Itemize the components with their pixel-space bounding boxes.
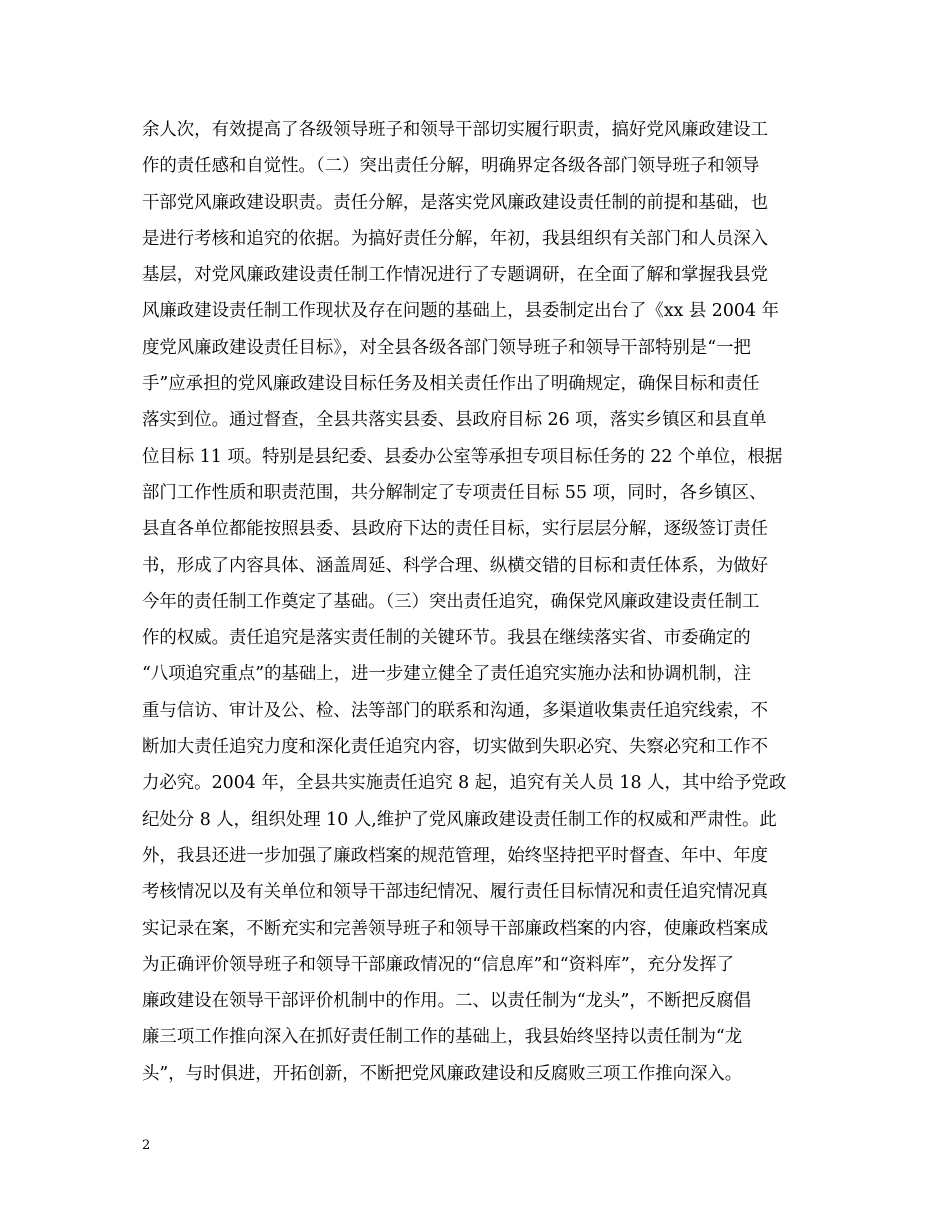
- text-line: 纪处分 8 人，组织处理 10 人,维护了党风廉政建设责任制工作的权威和严肃性。此: [142, 809, 777, 830]
- text-line: 考核情况以及有关单位和领导干部违纪情况、履行责任目标情况和责任追究情况真: [142, 882, 769, 903]
- text-line: 落实到位。通过督查，全县共落实县委、县政府目标 26 项，落实乡镇区和县直单: [142, 410, 767, 431]
- text-line: 实记录在案，不断充实和完善领导班子和领导干部廉政档案的内容，使廉政档案成: [142, 918, 769, 939]
- text-line: 廉政建设在领导干部评价机制中的作用。二、以责任制为“龙头”，不断把反腐倡: [142, 991, 752, 1012]
- text-line: “八项追究重点”的基础上，进一步建立健全了责任追究实施办法和协调机制，注: [142, 664, 752, 685]
- text-line: 基层，对党风廉政建设责任制工作情况进行了专题调研，在全面了解和掌握我县党: [142, 265, 769, 286]
- text-line: 位目标 11 项。特别是县纪委、县委办公室等承担专项目标任务的 22 个单位，根据: [142, 446, 783, 467]
- text-line: 作的权威。责任追究是落实责任制的关键环节。我县在继续落实省、市委确定的: [142, 628, 751, 649]
- text-line: 为正确评价领导班子和领导干部廉政情况的“信息库”和“资料库”，充分发挥了: [142, 954, 735, 975]
- text-line: 重与信访、审计及公、检、法等部门的联系和沟通，多渠道收集责任追究线索，不: [142, 700, 769, 721]
- text-line: 余人次，有效提高了各级领导班子和领导干部切实履行职责，搞好党风廉政建设工: [142, 120, 769, 140]
- text-line: 干部党风廉政建设职责。责任分解，是落实党风廉政建设责任制的前提和基础，也: [142, 192, 769, 213]
- text-line: 今年的责任制工作奠定了基础。（三）突出责任追究，确保党风廉政建设责任制工: [142, 591, 760, 612]
- body-text: [142, 112, 822, 1092]
- text-line: 断加大责任追究力度和深化责任追究内容，切实做到失职必究、失察必究和工作不: [142, 737, 769, 758]
- text-line: 头”，与时俱进，开拓创新，不断把党风廉政建设和反腐败三项工作推向深入。: [142, 1063, 743, 1084]
- text-line: 部门工作性质和职责范围，共分解制定了专项责任目标 55 项，同时，各乡镇区、: [142, 482, 767, 503]
- text-line: 外，我县还进一步加强了廉政档案的规范管理，始终坚持把平时督查、年中、年度: [142, 845, 769, 866]
- text-line: 度党风廉政建设责任目标》，对全县各级各部门领导班子和领导干部特别是“一把: [142, 337, 751, 358]
- text-line: 县直各单位都能按照县委、县政府下达的责任目标，实行层层分解，逐级签订责任: [142, 519, 769, 540]
- text-line: 是进行考核和追究的依据。为搞好责任分解，年初，我县组织有关部门和人员深入: [142, 228, 769, 249]
- page-number: 2: [142, 1138, 151, 1153]
- text-line: 廉三项工作推向深入在抓好责任制工作的基础上，我县始终坚持以责任制为“龙: [142, 1027, 743, 1048]
- text-line: 书，形成了内容具体、涵盖周延、科学合理、纵横交错的目标和责任体系，为做好: [142, 555, 769, 576]
- text-line: 作的责任感和自觉性。（二）突出责任分解，明确界定各级各部门领导班子和领导: [142, 156, 760, 177]
- text-line: 力必究。2004 年，全县共实施责任追究 8 起，追究有关人员 18 人，其中给予党政: [142, 773, 787, 794]
- text-line: 风廉政建设责任制工作现状及存在问题的基础上，县委制定出台了《xx 县 2004 年: [142, 301, 779, 322]
- text-line: 手”应承担的党风廉政建设目标任务及相关责任作出了明确规定，确保目标和责任: [142, 374, 760, 395]
